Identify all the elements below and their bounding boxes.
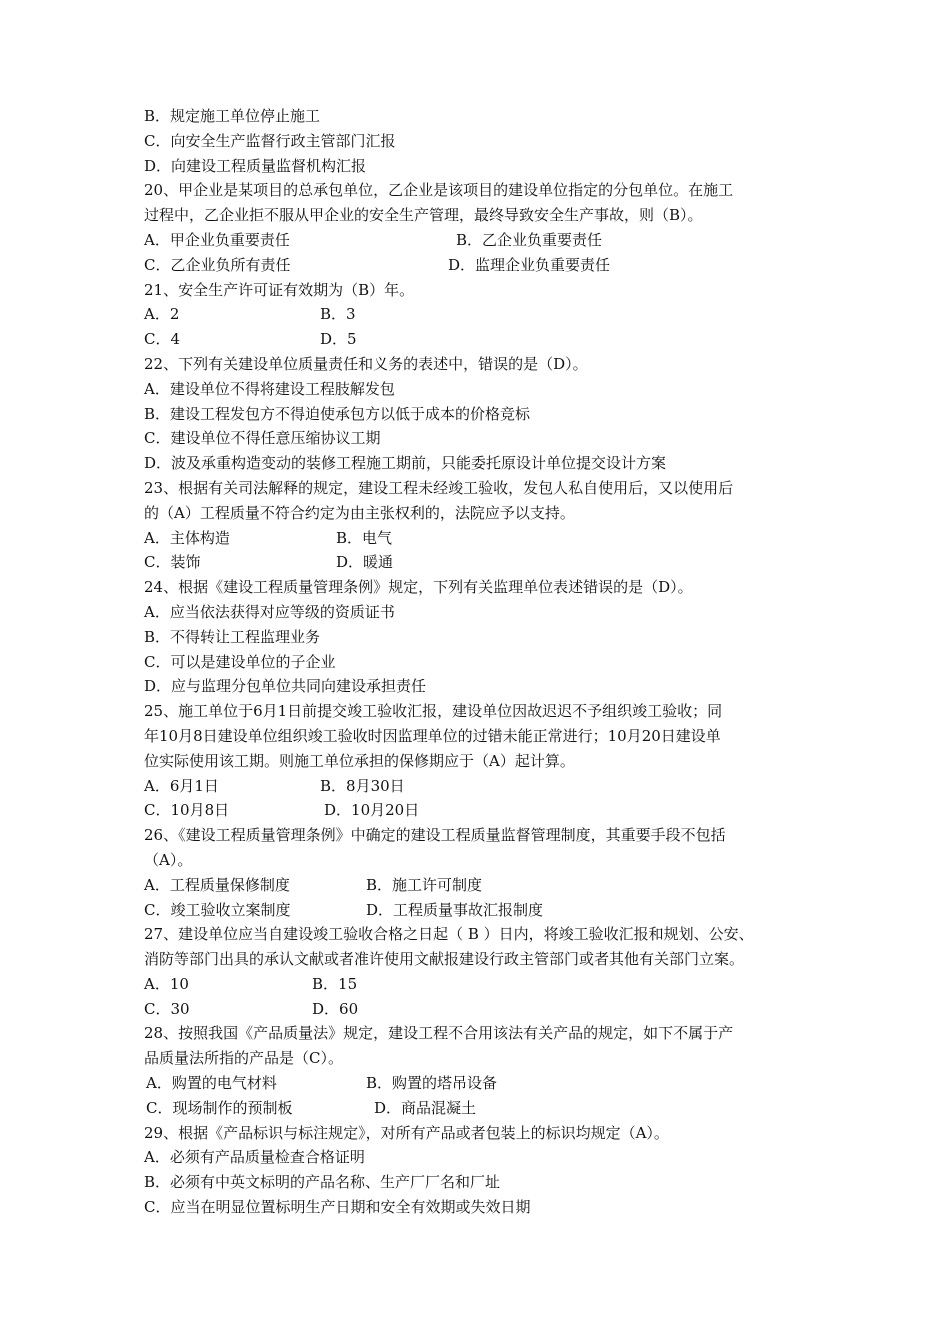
text-line: B．不得转让工程监理业务: [144, 627, 321, 646]
option-text: B．电气: [336, 528, 393, 547]
option-row: [144, 798, 814, 823]
text-line: 的（A）工程质量不符合约定为由主张权利的，法院应予以支持。: [144, 503, 575, 522]
text-line: 24、根据《建设工程质量管理条例》规定，下列有关监理单位表述错误的是（D）。: [144, 578, 693, 597]
option-text: B．施工许可制度: [366, 875, 483, 894]
option-text: A．甲企业负重要责任: [144, 230, 290, 249]
option-text: B．乙企业负重要责任: [456, 230, 603, 249]
text-line: B．规定施工单位停止施工: [144, 107, 321, 125]
option-row: [144, 526, 814, 551]
option-row: [144, 1096, 814, 1121]
option-row: [144, 228, 814, 253]
option-text: D．商品混凝土: [374, 1098, 477, 1117]
option-text: C．装饰: [144, 553, 201, 572]
text-line: A．建设单位不得将建设工程肢解发包: [144, 379, 395, 398]
option-text: C．4: [144, 330, 181, 349]
text-line: （A）。: [144, 850, 193, 869]
option-text: C．30: [144, 999, 190, 1018]
text-line: 品质量法所指的产品是（C）。: [144, 1049, 343, 1068]
option-text: B．3: [320, 305, 356, 324]
text-line: 过程中，乙企业拒不服从甲企业的安全生产管理，最终导致安全生产事故，则（B）。: [144, 206, 703, 225]
option-text: C．乙企业负所有责任: [144, 255, 291, 274]
option-row: [144, 550, 814, 575]
option-text: A．购置的电气材料: [146, 1074, 277, 1093]
text-line: 27、建设单位应当自建设竣工验收合格之日起（ B ）日内，将竣工验收汇报和规划、公安、: [144, 925, 754, 944]
option-text: C．竣工验收立案制度: [144, 900, 291, 919]
text-line: 29、根据《产品标识与标注规定》，对所有产品或者包装上的标识均规定（A）。: [144, 1123, 669, 1142]
text-line: C．向安全生产监督行政主管部门汇报: [144, 131, 396, 150]
text-line: C．应当在明显位置标明生产日期和安全有效期或失效日期: [144, 1198, 531, 1217]
option-text: A．主体构造: [144, 528, 230, 547]
text-line: 26、《建设工程质量管理条例》中确定的建设工程质量监督管理制度，其重要手段不包括: [144, 826, 726, 845]
text-line: 22、下列有关建设单位质量责任和义务的表述中，错误的是（D）。: [144, 354, 588, 373]
option-row: [144, 327, 814, 352]
text-line: 年10月8日建设单位组织竣工验收时因监理单位的过错未能正常进行；10月20日建设单: [144, 726, 721, 745]
option-text: D．暖通: [336, 553, 394, 572]
text-line: D．应与监理分包单位共同向建设承担责任: [144, 677, 427, 696]
text-line: 消防等部门出具的承认文献或者准许使用文献报建设行政主管部门或者其他有关部门立案。: [144, 950, 745, 969]
text-line: B．必须有中英文标明的产品名称、生产厂厂名和厂址: [144, 1173, 501, 1192]
text-line: D．波及承重构造变动的装修工程施工期前，只能委托原设计单位提交设计方案: [144, 454, 667, 473]
option-text: D．10月20日: [324, 801, 420, 820]
option-text: B．15: [312, 974, 358, 993]
option-text: D．5: [320, 330, 357, 349]
option-row: [144, 898, 814, 923]
option-row: [144, 972, 814, 997]
text-line: 位实际使用该工期。则施工单位承担的保修期应于（A）起计算。: [144, 751, 575, 770]
option-text: A．6月1日: [144, 776, 219, 795]
document-body: [144, 104, 814, 1220]
text-line: 28、按照我国《产品质量法》规定，建设工程不合用该法有关产品的规定，如下不属于产: [144, 1024, 734, 1043]
option-row: [144, 997, 814, 1022]
text-line: C．可以是建设单位的子企业: [144, 652, 336, 671]
text-line: A．应当依法获得对应等级的资质证书: [144, 602, 395, 621]
text-line: C．建设单位不得任意压缩协议工期: [144, 429, 381, 448]
option-text: B．8月30日: [320, 776, 405, 795]
option-text: B．购置的塔吊设备: [366, 1074, 498, 1093]
option-text: C．现场制作的预制板: [146, 1098, 293, 1117]
text-line: A．必须有产品质量检查合格证明: [144, 1148, 365, 1167]
text-line: 21、安全生产许可证有效期为（B）年。: [144, 280, 415, 299]
option-row: [144, 873, 814, 898]
option-text: A．10: [144, 974, 189, 993]
text-line: 25、施工单位于6月1日前提交竣工验收汇报，建设单位因故迟迟不予组织竣工验收；同: [144, 702, 723, 721]
option-text: C．10月8日: [144, 801, 230, 820]
option-text: A．工程质量保修制度: [144, 875, 290, 894]
option-row: [144, 253, 814, 278]
option-text: D．工程质量事故汇报制度: [366, 900, 544, 919]
option-row: [144, 1071, 814, 1096]
option-text: A．2: [144, 305, 180, 324]
option-text: D．监理企业负重要责任: [448, 255, 611, 274]
text-line: 23、根据有关司法解释的规定，建设工程未经竣工验收，发包人私自使用后，又以使用后: [144, 478, 734, 497]
text-line: B．建设工程发包方不得迫使承包方以低于成本的价格竞标: [144, 404, 531, 423]
text-line: 20、甲企业是某项目的总承包单位，乙企业是该项目的建设单位指定的分包单位。在施工: [144, 181, 734, 200]
option-row: [144, 302, 814, 327]
text-line: D．向建设工程质量监督机构汇报: [144, 156, 367, 175]
option-text: D．60: [312, 999, 359, 1018]
option-row: [144, 774, 814, 799]
